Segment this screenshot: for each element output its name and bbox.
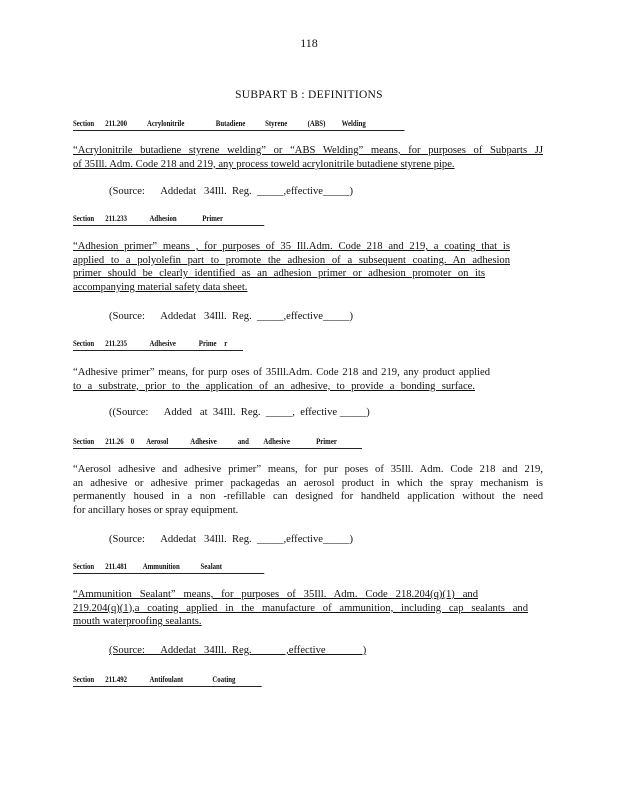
section-heading: Section 211.492 Antifoulant Coating [73, 675, 246, 684]
definition-paragraph: “Adhesive primer” means, for purp oses of 35Ill.Adm. Code 218 and 219, any product applied to a substrate, prior to the application of an adhesive, to provide a bonding surface. [73, 367, 490, 392]
definition-paragraph: “Adhesion primer” means , for purposes of 35 Ill.Adm. Code 218 and 219, a coating that is applied to a polyolefin part to promote the adhesion of a subsequent coating. An adhesion primer should be clearly identified as an adhesion primer or adhesion promoter on its accompanying material safety data sheet. [73, 241, 510, 293]
section-heading: Section 211.235 Adhesive Prime r [73, 339, 233, 348]
source-note: (Source: Addedat 34Ill. Reg. _____,effective_____) [109, 186, 353, 197]
section-heading: Section 211.481 Ammunition Sealant [73, 562, 235, 571]
section-heading: Section 211.26 0 Aerosol Adhesive and Adhesive Primer [73, 437, 345, 446]
source-note: ((Source: Added at 34Ill. Reg. _____, effective _____) [109, 407, 370, 418]
definition-paragraph: “Acrylonitrile butadiene styrene welding” or “ABS Welding” means, for purposes of Subparts JJ of 35Ill. Adm. Code 218 and 219, any process toweld acrylonitrile butadiene styrene pipe. [73, 145, 543, 170]
definition-paragraph: “Aerosol adhesive and adhesive primer” means, for pur poses of 35Ill. Adm. Code 218 and 219, an adhesive or adhesive primer packagedas an aerosol product in which the spray mechanism is permanently housed in a non -refillable can designed for handheld application without the need for ancillary hoses or spray equipment. [73, 464, 543, 516]
section-heading: Section 211.200 Acrylonitrile Butadiene Styrene (ABS) Welding [73, 119, 376, 128]
source-note: (Source: Addedat 34Ill. Reg. ,effective ) [109, 645, 367, 656]
section-heading: Section 211.233 Adhesion Primer [73, 214, 236, 223]
source-note: (Source: Addedat 34Ill. Reg. _____,effective_____) [109, 311, 353, 322]
subpart-title: SUBPART B : DEFINITIONS [235, 89, 383, 101]
definition-paragraph: “Ammunition Sealant” means, for purposes of 35Ill. Adm. Code 218.204(q)(1) and 219.204(q)(1),a coating applied in the manufacture of ammunition, including cap sealants and mouth waterproofing sealants. [73, 589, 528, 628]
page-number: 118 [300, 36, 318, 50]
source-note: (Source: Addedat 34Ill. Reg. _____,effective_____) [109, 534, 353, 545]
